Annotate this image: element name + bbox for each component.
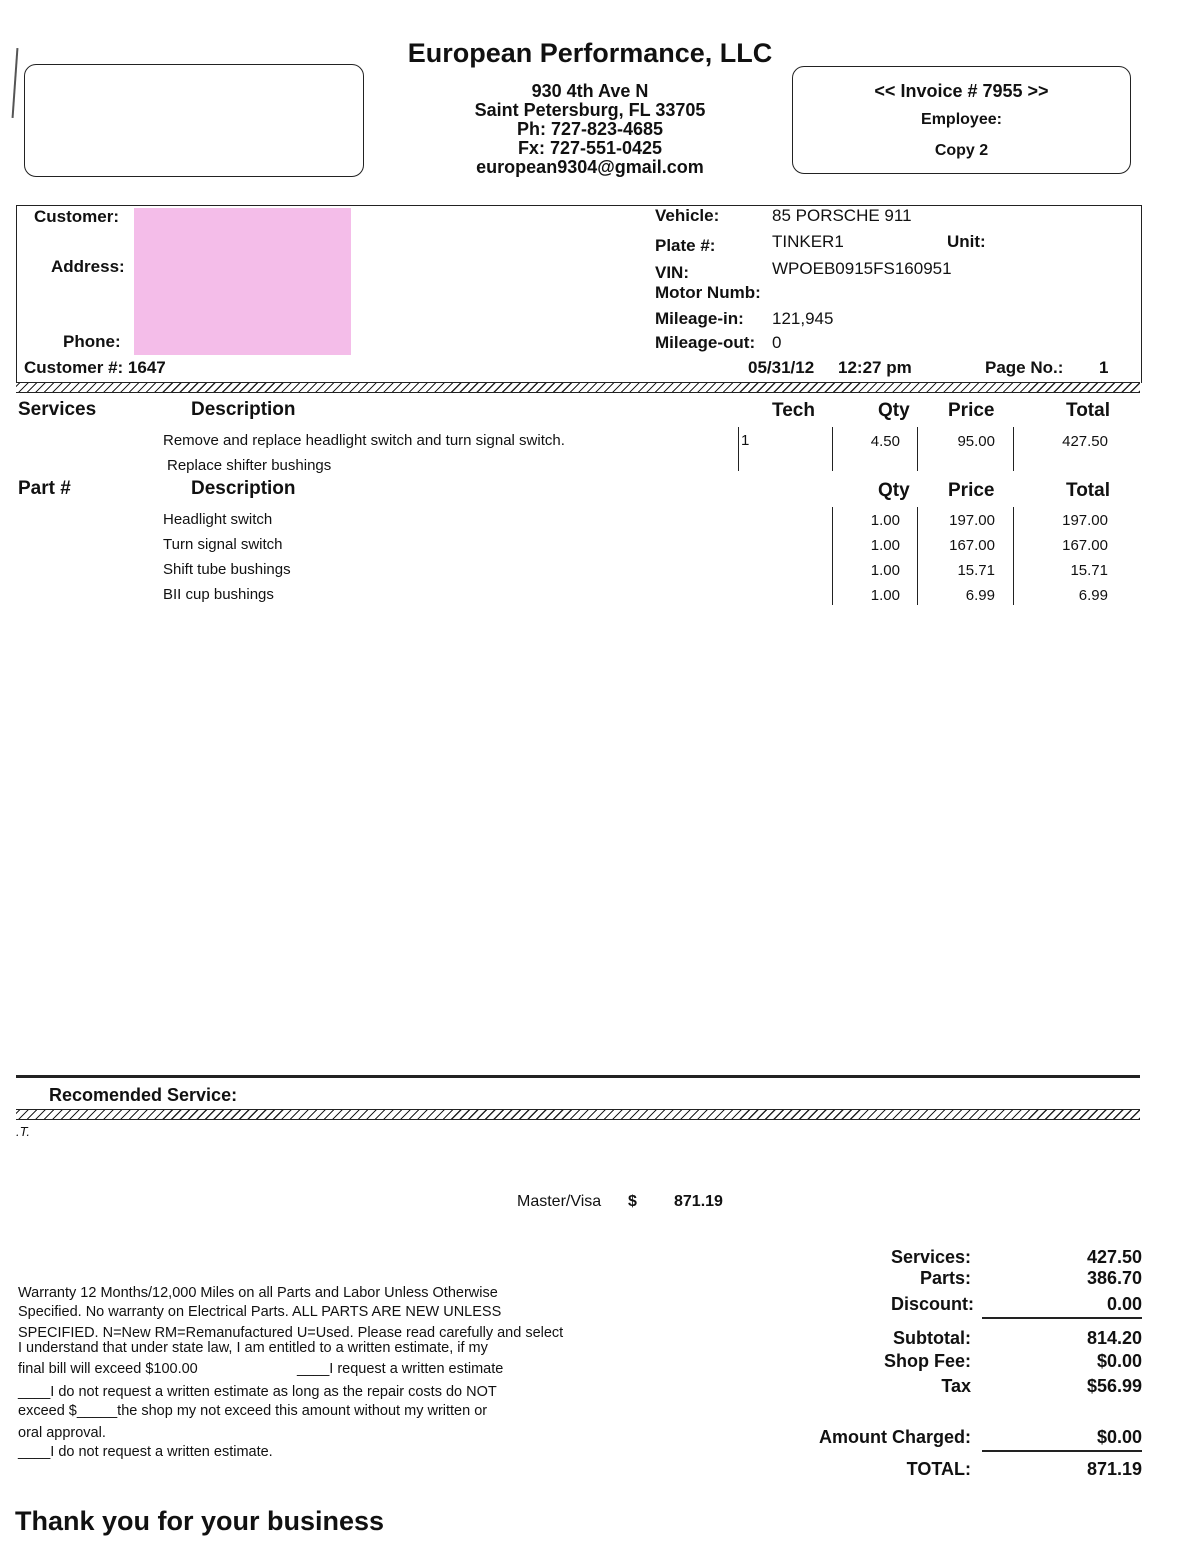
part-row-1-description: Headlight switch xyxy=(163,511,273,528)
redaction-block xyxy=(134,208,351,355)
invoice-box xyxy=(792,66,1131,174)
services-total-header: Total xyxy=(1066,400,1110,421)
recommended-hatch xyxy=(16,1109,1140,1120)
part-row-2-price: 167.00 xyxy=(949,537,995,554)
company-address xyxy=(420,82,760,177)
header-divider-hatch xyxy=(16,382,1140,393)
plate-value: TINKER1 xyxy=(772,232,844,251)
page-label: Page No.: xyxy=(985,358,1064,377)
summary-shopfee-label: Shop Fee: xyxy=(883,1351,971,1371)
warranty-line-5 xyxy=(18,1360,658,1379)
mileage-in-label: Mileage-in: xyxy=(655,309,744,328)
vehicle-label: Vehicle: xyxy=(655,206,720,225)
recommended-service-label: Recomended Service: xyxy=(49,1085,238,1105)
summary-shopfee-value: $0.00 xyxy=(1096,1351,1142,1371)
summary-tax-label: Tax xyxy=(941,1376,971,1396)
employee-label: Employee: xyxy=(921,111,1002,128)
customer-number-label: Customer #: xyxy=(24,358,124,377)
summary-parts-value: 386.70 xyxy=(1086,1268,1142,1288)
parts-price-separator xyxy=(917,507,918,605)
warranty-line-8: oral approval. xyxy=(18,1425,106,1441)
summary-discount-value: 0.00 xyxy=(1106,1294,1142,1314)
part-row-2-total: 167.00 xyxy=(1062,537,1108,554)
invoice-date: 05/31/12 xyxy=(748,358,815,377)
part-row-2-description: Turn signal switch xyxy=(163,536,283,553)
invoice-number: << Invoice # 7955 >> xyxy=(874,81,1049,101)
parts-total-header: Total xyxy=(1066,480,1110,501)
services-price-header: Price xyxy=(948,400,995,421)
part-row-3-price: 15.71 xyxy=(957,562,995,579)
customer-number xyxy=(24,358,166,378)
payment-currency: $ xyxy=(628,1193,637,1210)
warranty-line-6: ____I do not request a written estimate as long as the repair costs do NOT xyxy=(18,1384,497,1400)
summary-discount-label: Discount: xyxy=(891,1294,974,1314)
page-number: 1 xyxy=(1099,358,1109,377)
customer-label: Customer: xyxy=(34,207,120,226)
total-column-separator xyxy=(1013,427,1014,471)
service-row-1-tech: 1 xyxy=(741,432,750,449)
services-qty-header: Qty xyxy=(878,400,910,421)
parts-total-separator xyxy=(1013,507,1014,605)
service-row-1-description: Remove and replace headlight switch and turn signal switch. xyxy=(163,432,565,449)
address-line2: Saint Petersburg, FL 33705 xyxy=(474,100,706,120)
warranty-line-1: Warranty 12 Months/12,000 Miles on all Parts and Labor Unless Otherwise xyxy=(18,1285,498,1301)
amount-charged-label: Amount Charged: xyxy=(819,1427,971,1447)
parts-price-header: Price xyxy=(948,480,995,501)
charged-underline xyxy=(982,1450,1142,1452)
qty-column-separator xyxy=(832,427,833,471)
service-row-1-price: 95.00 xyxy=(957,433,995,450)
vehicle-value: 85 PORSCHE 911 xyxy=(772,206,912,225)
part-row-4-total: 6.99 xyxy=(1078,587,1108,604)
tech-column-separator xyxy=(738,427,739,471)
phone: Ph: 727-823-4685 xyxy=(516,119,664,139)
payment-method: Master/Visa xyxy=(517,1193,602,1210)
summary-subtotal-label: Subtotal: xyxy=(893,1328,971,1348)
tech-header: Tech xyxy=(772,400,815,421)
warranty-line-9: ____I do not request a written estimate. xyxy=(18,1444,273,1460)
price-column-separator xyxy=(917,427,918,471)
company-name: European Performance, LLC xyxy=(407,38,773,68)
warranty-line-3: SPECIFIED. N=New RM=Remanufactured U=Used. Please read carefully and select xyxy=(18,1325,564,1341)
services-description-header: Description xyxy=(191,399,296,420)
mileage-in-value: 121,945 xyxy=(772,309,834,328)
parts-qty-separator xyxy=(832,507,833,605)
part-row-1-price: 197.00 xyxy=(949,512,995,529)
part-number-header: Part # xyxy=(18,478,71,499)
summary-services-label: Services: xyxy=(890,1247,971,1267)
part-row-4-qty: 1.00 xyxy=(870,587,900,604)
copy-label: Copy 2 xyxy=(934,142,989,159)
part-row-4-description: BII cup bushings xyxy=(163,586,274,603)
vin-value: WPOEB0915FS160951 xyxy=(772,259,952,278)
pen-mark xyxy=(12,48,19,118)
total-label: TOTAL: xyxy=(906,1459,971,1479)
part-row-3-qty: 1.00 xyxy=(870,562,900,579)
email: european9304@gmail.com xyxy=(476,157,704,177)
part-row-3-total: 15.71 xyxy=(1070,562,1108,579)
warranty-text xyxy=(18,1284,658,1462)
part-row-2-qty: 1.00 xyxy=(870,537,900,554)
address-line1: 930 4th Ave N xyxy=(531,81,649,101)
fax: Fx: 727-551-0425 xyxy=(517,138,663,158)
parts-qty-header: Qty xyxy=(878,480,910,501)
service-row-2-description: Replace shifter bushings xyxy=(167,457,332,474)
payment-amount: 871.19 xyxy=(674,1193,723,1210)
unit-label: Unit: xyxy=(947,232,986,251)
part-row-1-total: 197.00 xyxy=(1062,512,1108,529)
warranty-line-7: exceed $_____the shop my not exceed this amount without my written or xyxy=(18,1403,488,1419)
phone-label: Phone: xyxy=(63,332,121,351)
part-row-1-qty: 1.00 xyxy=(870,512,900,529)
invoice-time: 12:27 pm xyxy=(838,358,912,377)
part-row-4-price: 6.99 xyxy=(965,587,995,604)
address-label: Address: xyxy=(51,257,125,276)
vin-label: VIN: xyxy=(655,263,689,282)
part-row-3-description: Shift tube bushings xyxy=(163,561,291,578)
customer-window-box xyxy=(24,64,364,177)
services-header: Services xyxy=(18,399,97,420)
motor-label: Motor Numb: xyxy=(655,283,761,302)
warranty-line-2: Specified. No warranty on Electrical Parts. ALL PARTS ARE NEW UNLESS xyxy=(18,1304,502,1320)
recommended-divider xyxy=(16,1075,1140,1078)
plate-label: Plate #: xyxy=(655,236,716,255)
customer-number-value: 1647 xyxy=(127,358,166,377)
parts-description-header: Description xyxy=(191,478,296,499)
summary-tax-value: $56.99 xyxy=(1086,1376,1142,1396)
thank-you-message: Thank you for your business xyxy=(15,1506,385,1536)
summary-subtotal-value: 814.20 xyxy=(1086,1328,1142,1348)
mileage-out-value: 0 xyxy=(772,333,782,352)
recommended-note: .T. xyxy=(16,1124,30,1139)
warranty-line-5b: ____I request a written estimate xyxy=(297,1361,504,1377)
warranty-line-5a: final bill will exceed $100.00 xyxy=(18,1361,198,1377)
service-row-1-qty: 4.50 xyxy=(870,433,900,450)
amount-charged-value: $0.00 xyxy=(1096,1427,1142,1447)
summary-services-value: 427.50 xyxy=(1086,1247,1142,1267)
total-value: 871.19 xyxy=(1086,1459,1142,1479)
warranty-line-4: I understand that under state law, I am entitled to a written estimate, if my xyxy=(18,1340,488,1356)
summary-parts-label: Parts: xyxy=(919,1268,971,1288)
service-row-1-total: 427.50 xyxy=(1062,433,1108,450)
mileage-out-label: Mileage-out: xyxy=(655,333,756,352)
discount-underline xyxy=(982,1317,1142,1319)
